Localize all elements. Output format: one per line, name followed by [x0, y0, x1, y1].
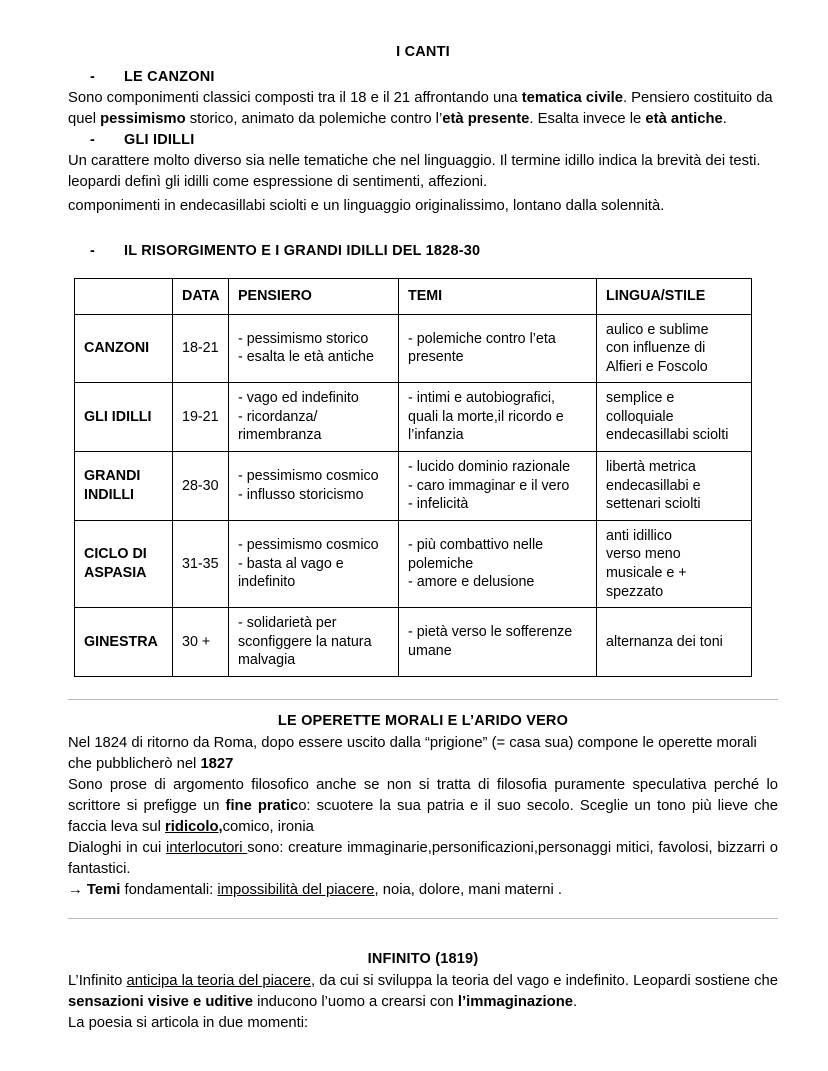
row-label-ginestra: GINESTRA	[75, 608, 173, 677]
cell-line: spezzato	[606, 583, 664, 600]
paragraph-canzoni	[68, 88, 778, 130]
cell-line: - lucido dominio razionale	[408, 459, 571, 476]
row-label-gli-idilli: GLI IDILLI	[75, 383, 173, 452]
heading-risorgimento	[68, 243, 778, 259]
row-lingua-grandi-indilli	[597, 452, 752, 521]
heading-gli-idilli-label: GLI IDILLI	[124, 132, 195, 148]
cell-line: anti idillico	[606, 527, 672, 544]
table-header-pensiero: PENSIERO	[229, 279, 399, 315]
divider-bottom-operette	[68, 918, 778, 919]
paragraph-operette-dialoghi	[68, 838, 778, 880]
paragraph-infinito	[68, 971, 778, 1013]
cell-line: libertà metrica	[606, 459, 696, 476]
table-row	[75, 452, 752, 521]
row-data-gli-idilli: 19-21	[173, 383, 229, 452]
canzoni-bold-pessimismo: pessimismo	[100, 111, 186, 127]
operette-line-1: Nel 1824 di ritorno da Roma, dopo essere uscito dalla “prigione” (= casa sua) compone le operette morali	[68, 734, 757, 751]
heading-le-canzoni	[68, 69, 778, 85]
cell-line: - esalta le età antiche	[238, 349, 374, 366]
cell-line: CICLO DI	[84, 546, 147, 563]
cell-line: - polemiche contro l’eta	[408, 330, 556, 347]
operette-text-2: Sono prose di argomento filosofico anche se non si tratta di filosofia puramente speculativa perché lo scrittore si prefigge un	[68, 776, 778, 814]
cell-line: indefinito	[238, 574, 296, 591]
page-title: I CANTI	[396, 44, 450, 60]
cell-line: - basta al vago e	[238, 555, 344, 572]
cell-line: presente	[408, 349, 464, 366]
arrow-icon: →	[68, 881, 87, 898]
bullet-dash: -	[90, 132, 96, 148]
operette-bold-fine-pratico: fine pratic	[225, 797, 299, 814]
table-row	[75, 314, 752, 383]
cell-line: - intimi e autobiografici,	[408, 390, 556, 407]
table-row	[75, 608, 752, 677]
infinito-text-1: L’Infinito	[68, 972, 127, 989]
cell-line: - solidarietà per	[238, 615, 337, 632]
table-header-blank	[75, 279, 173, 315]
operette-bold-underline-ridicolo: ridicolo,	[165, 818, 223, 835]
canzoni-text-3: da quel	[68, 90, 773, 127]
cell-line: malvagia	[238, 652, 296, 669]
cell-line: - infelicità	[408, 496, 469, 513]
canzoni-bold-eta-presente: età presente	[442, 111, 530, 127]
heading-gli-idilli	[68, 132, 778, 148]
canzoni-bold-eta-antiche: età antiche	[645, 111, 723, 127]
row-pensiero-ginestra	[229, 608, 399, 677]
table-header-temi: TEMI	[399, 279, 597, 315]
cell-line: GRANDI	[84, 468, 141, 485]
operette-underline-impossibilita: impossibilità del piacere	[217, 881, 375, 898]
cell-line: colloquiale	[606, 408, 674, 425]
row-temi-grandi-indilli	[399, 452, 597, 521]
cell-line: quali la morte,il ricordo e	[408, 408, 564, 425]
cell-line: - pessimismo cosmico	[238, 537, 379, 554]
row-data-ciclo-di-aspasia: 31-35	[173, 520, 229, 607]
row-data-grandi-indilli: 28-30	[173, 452, 229, 521]
cell-line: - caro immaginar e il vero	[408, 477, 570, 494]
row-lingua-gli-idilli	[597, 383, 752, 452]
operette-bold-temi: Temi	[86, 881, 121, 898]
cell-line: polemiche	[408, 555, 474, 572]
cell-line: sconfiggere la natura	[238, 633, 372, 650]
table-header-row	[75, 279, 752, 315]
paragraph-operette-temi	[68, 880, 778, 901]
infinito-text-3: inducono l’uomo a crearsi con	[253, 993, 458, 1010]
paragraph-operette-prose	[68, 775, 778, 838]
cell-line: - pessimismo cosmico	[238, 468, 379, 485]
operette-bold-1827: 1827	[200, 755, 234, 772]
cell-line: - influsso storicismo	[238, 486, 364, 503]
cell-line: INDILLI	[84, 486, 135, 503]
cell-line: endecasillabi e	[606, 477, 701, 494]
infinito-underline-anticipa: anticipa la teoria del piacere	[126, 972, 311, 989]
row-label-canzoni: CANZONI	[75, 314, 173, 383]
row-temi-ginestra	[399, 608, 597, 677]
idilli-line-3: componimenti in endecasillabi sciolti e un linguaggio originalissimo, lontano dalla solennità.	[68, 198, 665, 214]
row-pensiero-ciclo-di-aspasia	[229, 520, 399, 607]
infinito-text-4: .	[572, 993, 578, 1010]
cell-line: l’infanzia	[408, 427, 464, 444]
operette-line-2	[68, 754, 778, 775]
cell-line: aulico e sublime	[606, 321, 709, 338]
operette-text-6: sono: creature immaginarie,personificazioni,personaggi mitici, favolosi, bizzarri o fantastici.	[68, 839, 778, 877]
canzoni-text-4: storico, animato da polemiche contro l’	[185, 111, 443, 127]
heading-le-canzoni-label: LE CANZONI	[124, 69, 215, 85]
spacer	[68, 677, 778, 699]
cell-line: - ricordanza/	[238, 408, 318, 425]
spacer	[68, 901, 778, 918]
row-temi-gli-idilli	[399, 383, 597, 452]
operette-text-5: Dialoghi in cui	[68, 839, 167, 856]
cell-line: verso meno	[606, 546, 681, 563]
cell-line: umane	[408, 642, 452, 659]
row-pensiero-gli-idilli	[229, 383, 399, 452]
cell-line: alternanza dei toni	[606, 633, 723, 650]
cell-line: musicale e +	[606, 564, 687, 581]
table-header-data: DATA	[173, 279, 229, 315]
idilli-line-2: leopardi definì gli idilli come espressione di sentimenti, affezioni.	[68, 174, 488, 190]
row-label-grandi-indilli	[75, 452, 173, 521]
cell-line: - più combattivo nelle	[408, 537, 544, 554]
canzoni-text-2: . Pensiero costituito	[622, 90, 753, 106]
canzoni-text-5: . Esalta invece le	[529, 111, 646, 127]
row-pensiero-grandi-indilli	[229, 452, 399, 521]
row-pensiero-canzoni	[229, 314, 399, 383]
row-temi-ciclo-di-aspasia	[399, 520, 597, 607]
row-temi-canzoni	[399, 314, 597, 383]
section-title-infinito: INFINITO (1819)	[367, 950, 479, 967]
cell-line: settenari sciolti	[606, 496, 701, 513]
canzoni-text-6: .	[722, 111, 727, 127]
operette-text-8: , noia, dolore, mani materni .	[374, 881, 563, 898]
operette-text-1: che pubblicherò nel	[68, 755, 201, 772]
cell-line: con influenze di	[606, 340, 706, 357]
canti-comparison-table	[74, 278, 752, 677]
divider-top-operette	[68, 699, 778, 700]
table-header-lingua-stile: LINGUA/STILE	[597, 279, 752, 315]
cell-line: - amore e delusione	[408, 574, 535, 591]
heading-risorgimento-label: IL RISORGIMENTO E I GRANDI IDILLI DEL 1828-30	[124, 243, 481, 259]
bullet-dash: -	[90, 243, 96, 259]
row-lingua-canzoni	[597, 314, 752, 383]
section-title-operette: LE OPERETTE MORALI E L’ARIDO VERO	[277, 712, 569, 729]
cell-line: semplice e	[606, 390, 675, 407]
row-lingua-ginestra	[597, 608, 752, 677]
row-data-ginestra: 30 +	[173, 608, 229, 677]
infinito-bold-immaginazione: l’immaginazione	[457, 993, 573, 1010]
paragraph-infinito-momenti: La poesia si articola in due momenti:	[68, 1014, 309, 1031]
infinito-text-2: , da cui si sviluppa la teoria del vago e indefinito. Leopardi sostiene che	[310, 972, 778, 989]
infinito-bold-sensazioni: sensazioni visive e uditive	[68, 993, 254, 1010]
operette-text-4: comico, ironia	[222, 818, 314, 835]
cell-line: - pessimismo storico	[238, 330, 369, 347]
operette-underline-interlocutori: interlocutori	[166, 839, 248, 856]
idilli-line-1: Un carattere molto diverso sia nelle tematiche che nel linguaggio. Il termine idillo indica la brevità dei testi.	[68, 153, 761, 169]
operette-text-3: o: scuotere la sua patria e il suo secolo. Sceglie un tono più lieve che faccia leva sul	[68, 797, 778, 835]
canzoni-text-1: Sono componimenti classici composti tra il 18 e il 21 affrontando una	[68, 90, 522, 106]
cell-line: rimembranza	[238, 427, 322, 444]
operette-text-7: fondamentali:	[120, 881, 218, 898]
row-label-ciclo-di-aspasia	[75, 520, 173, 607]
cell-line: endecasillabi sciolti	[606, 427, 729, 444]
row-lingua-ciclo-di-aspasia	[597, 520, 752, 607]
cell-line: - vago ed indefinito	[238, 390, 359, 407]
bullet-dash: -	[90, 69, 96, 85]
cell-line: - pietà verso le sofferenze	[408, 624, 573, 641]
row-data-canzoni: 18-21	[173, 314, 229, 383]
cell-line: ASPASIA	[84, 564, 147, 581]
cell-line: Alfieri e Foscolo	[606, 358, 708, 375]
canzoni-bold-tematica-civile: tematica civile	[521, 90, 623, 106]
table-row	[75, 383, 752, 452]
table-row	[75, 520, 752, 607]
